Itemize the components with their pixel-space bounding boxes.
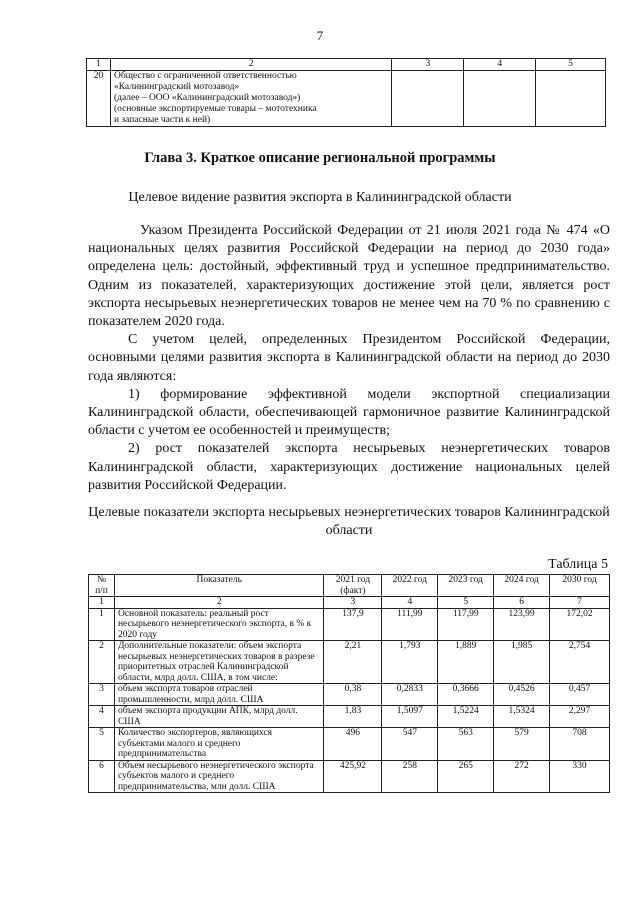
section-title: Целевое видение развития экспорта в Калининградской области: [128, 190, 512, 205]
column-number-row: [89, 597, 610, 609]
table-row: [89, 684, 610, 706]
column-header: 2021 год (факт): [324, 575, 382, 597]
table-row: [89, 760, 610, 793]
column-header: Показатель: [114, 575, 324, 597]
page-number: 7: [316, 28, 324, 43]
value-cell: 1,5224: [438, 706, 494, 728]
value-cell: 1,793: [382, 641, 438, 684]
table-header-cell: 3: [392, 59, 464, 71]
row-number: 2: [89, 641, 115, 684]
chapter-title: Глава 3. Краткое описание региональной программы: [144, 150, 496, 166]
value-cell: 258: [382, 760, 438, 793]
paragraph: 1) формирование эффективной модели экспортной специализации Калининградской области, обеспечивающей гармоничное развитие Калининградской области с учетом ее особенностей и преимуществ;: [88, 386, 610, 439]
table-caption: Целевые показатели экспорта несырьевых неэнергетических товаров Калининградской области: [88, 505, 610, 538]
indicator-name: Количество экспортеров, являющихся субъектами малого и среднего предпринимательства: [114, 728, 324, 761]
column-number: 4: [382, 597, 438, 609]
column-header: 2022 год: [382, 575, 438, 597]
paragraph: С учетом целей, определенных Президентом Российской Федерации, основными целями развития экспорта в Калининградской области на период до 2030 года являются:: [88, 332, 610, 384]
table-label: Таблица 5: [548, 557, 608, 572]
row-number: 3: [89, 684, 115, 706]
paragraph: Указом Президента Российской Федерации от 21 июля 2021 года № 474 «О национальных целях развития Российской Федерации на период до 2030 года» определена цель: достойный, эффективный труд и успешное предпринимательство. Одним из показателей, характеризующих достижение этой цели, является рост экспорта несырьевых неэнергетических товаров не менее чем на 70 % по сравнению с показателем 2020 года.: [88, 223, 610, 330]
table-cell: [392, 71, 464, 127]
indicator-name: объем экспорта продукции АПК, млрд долл. США: [114, 706, 324, 728]
table-row: [89, 706, 610, 728]
table-header-cell: 4: [464, 59, 536, 71]
value-cell: 265: [438, 760, 494, 793]
column-number: 2: [114, 597, 324, 609]
table-cell: [464, 71, 536, 127]
value-cell: 172,02: [550, 608, 610, 641]
column-header: № п/п: [89, 575, 115, 597]
value-cell: 425,92: [324, 760, 382, 793]
table-row: [89, 608, 610, 641]
value-cell: 137,9: [324, 608, 382, 641]
row-number: 5: [89, 728, 115, 761]
table-header-cell: 5: [536, 59, 606, 71]
indicator-name: объем экспорта товаров отраслей промышленности, млрд долл. США: [114, 684, 324, 706]
value-cell: 0,4526: [494, 684, 550, 706]
continued-table: [86, 58, 606, 127]
table-header-cell: 1: [87, 59, 111, 71]
value-cell: 123,99: [494, 608, 550, 641]
indicator-name: Объем несырьевого неэнергетического экспорта субъектов малого и среднего предпринимательства, млн долл. США: [114, 760, 324, 793]
column-number: 6: [494, 597, 550, 609]
value-cell: 0,38: [324, 684, 382, 706]
value-cell: 2,297: [550, 706, 610, 728]
table-row: [89, 728, 610, 761]
table-cell: [536, 71, 606, 127]
value-cell: 547: [382, 728, 438, 761]
table-row: [89, 641, 610, 684]
table-row: [87, 71, 606, 127]
row-number: 6: [89, 760, 115, 793]
column-number: 5: [438, 597, 494, 609]
row-number: 4: [89, 706, 115, 728]
text-line: (далее – ООО «Калининградский мотозавод»): [113, 93, 301, 103]
value-cell: 0,2833: [382, 684, 438, 706]
table-header-cell: 2: [110, 59, 391, 71]
text-line: «Калининградский мотозавод»: [113, 82, 240, 92]
value-cell: 0,457: [550, 684, 610, 706]
table-header-row: [87, 59, 606, 71]
value-cell: 1,83: [324, 706, 382, 728]
value-cell: 1,5097: [382, 706, 438, 728]
body-text: [88, 222, 610, 495]
value-cell: 563: [438, 728, 494, 761]
value-cell: 2,21: [324, 641, 382, 684]
value-cell: 708: [550, 728, 610, 761]
column-number: 1: [89, 597, 115, 609]
value-cell: 2,754: [550, 641, 610, 684]
text-line: (основные экспортируемые товары – мототехника: [113, 104, 317, 114]
value-cell: 1,889: [438, 641, 494, 684]
text-line: Общество с ограниченной ответственностью: [113, 71, 297, 81]
paragraph: 2) рост показателей экспорта несырьевых неэнергетических товаров Калининградской области, характеризующих достижение национальных целей развития Российской Федерации.: [88, 441, 610, 493]
indicators-table: [88, 574, 610, 793]
value-cell: 272: [494, 760, 550, 793]
row-number: 20: [87, 71, 111, 127]
value-cell: 1,985: [494, 641, 550, 684]
value-cell: 1,5324: [494, 706, 550, 728]
text-line: и запасные части к ней): [113, 115, 211, 125]
column-header: 2030 год: [550, 575, 610, 597]
row-number: 1: [89, 608, 115, 641]
value-cell: 579: [494, 728, 550, 761]
column-number: 7: [550, 597, 610, 609]
value-cell: 0,3666: [438, 684, 494, 706]
value-cell: 496: [324, 728, 382, 761]
value-cell: 117,99: [438, 608, 494, 641]
value-cell: 111,99: [382, 608, 438, 641]
organization-name: [110, 71, 391, 127]
value-cell: 330: [550, 760, 610, 793]
table-header-row: [89, 575, 610, 597]
indicator-name: Основной показатель: реальный рост несырьевого неэнергетического экспорта, в % к 2020 году: [114, 608, 324, 641]
column-header: 2023 год: [438, 575, 494, 597]
column-number: 3: [324, 597, 382, 609]
column-header: 2024 год: [494, 575, 550, 597]
indicator-name: Дополнительные показатели: объем экспорта несырьевых неэнергетических товаров в разрезе приоритетных отраслей Калининградской области, млрд долл. США, в том числе:: [114, 641, 324, 684]
